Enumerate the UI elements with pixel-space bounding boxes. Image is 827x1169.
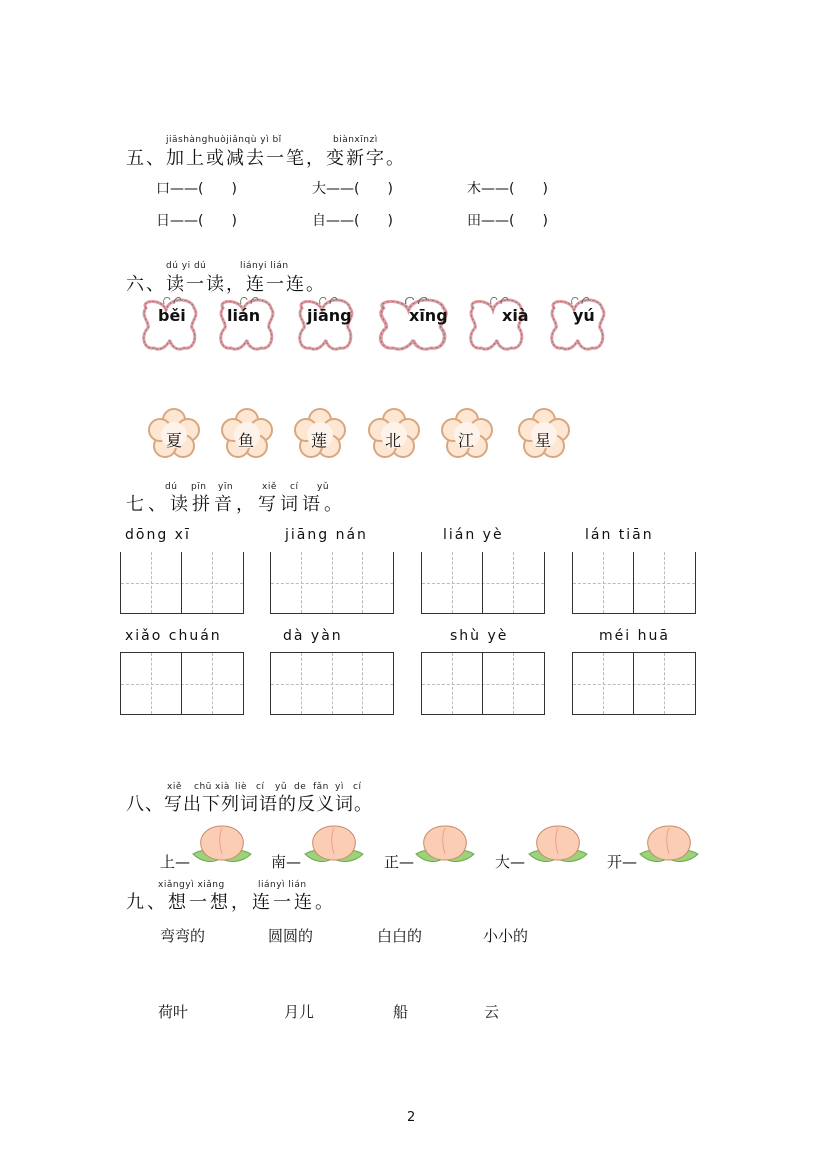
pinyin-word: lán tiān <box>585 527 654 543</box>
s8-pinyin: chū <box>194 782 212 792</box>
butterfly-label[interactable]: xià <box>502 306 529 325</box>
s8-pinyin: cí <box>353 782 362 792</box>
pinyin-word: méi huā <box>599 628 670 644</box>
s9-top-item[interactable]: 白白的 <box>377 927 423 945</box>
s5-pinyin-2: biànxīnzì <box>333 135 378 145</box>
s5-heading: 五、加上或减去一笔，变新字。 <box>126 148 406 169</box>
peach-icon <box>529 826 587 861</box>
s8-heading: 八、写出下列词语的反义词。 <box>126 794 373 815</box>
peach-icon <box>193 826 251 861</box>
s5-item: 自——( ) <box>312 213 393 229</box>
flower-label[interactable]: 北 <box>385 431 402 450</box>
s7-heading: 七、读拼音，写词语。 <box>126 494 346 515</box>
pinyin-word: dōng xī <box>125 527 191 543</box>
butterfly-label[interactable]: běi <box>158 306 186 325</box>
s8-pinyin: fǎn <box>313 782 329 792</box>
pinyin-word: dà yàn <box>283 628 343 644</box>
antonym-item: 大— <box>495 853 526 871</box>
s8-pinyin: yǔ <box>275 782 288 792</box>
flower-label[interactable]: 星 <box>535 431 552 450</box>
s9-bottom-item[interactable]: 荷叶 <box>158 1003 189 1021</box>
s8-pinyin: xiě <box>167 782 182 792</box>
pinyin-word: lián yè <box>443 527 504 543</box>
flower-label[interactable]: 鱼 <box>238 431 255 450</box>
page-number: 2 <box>407 1110 416 1125</box>
butterfly-label[interactable]: xīng <box>409 306 448 325</box>
s9-bottom-item[interactable]: 船 <box>393 1003 409 1021</box>
s8-pinyin: yì <box>335 782 344 792</box>
antonym-item: 开— <box>607 853 638 871</box>
s8-pinyin: de <box>294 782 307 792</box>
s7-pinyin: dú <box>165 482 178 492</box>
s8-pinyin: liè <box>235 782 248 792</box>
peach-icon <box>305 826 363 861</box>
s9-top-item[interactable]: 小小的 <box>483 927 529 945</box>
butterfly-label[interactable]: yú <box>573 306 595 325</box>
peach-icon <box>640 826 698 861</box>
s7-pinyin: yǔ <box>317 482 330 492</box>
pinyin-word: jiāng nán <box>285 527 368 543</box>
flower-label[interactable]: 江 <box>458 431 475 450</box>
s9-heading: 九、想一想，连一连。 <box>126 892 336 913</box>
s6-pinyin-1: dú yi dú <box>166 261 207 271</box>
s5-item: 田——( ) <box>467 213 548 229</box>
s5-pinyin-1: jiāshànghuòjiǎnqù yì bǐ <box>166 135 282 145</box>
antonym-item: 南— <box>271 853 302 871</box>
s9-top-item[interactable]: 圆圆的 <box>268 927 314 945</box>
butterfly-label[interactable]: lián <box>227 306 261 325</box>
s5-item: 口——( ) <box>156 181 237 197</box>
s7-pinyin: xiě <box>262 482 277 492</box>
butterfly-label[interactable]: jiāng <box>307 306 352 325</box>
s5-item: 日——( ) <box>156 213 237 229</box>
s8-pinyin: xià <box>215 782 230 792</box>
s9-pinyin-2: liányì lián <box>258 880 307 890</box>
antonym-item: 上— <box>160 853 191 871</box>
s7-pinyin: yīn <box>218 482 234 492</box>
pinyin-word: shù yè <box>450 628 509 644</box>
s9-pinyin-1: xiǎngyì xiǎng <box>158 880 225 890</box>
peach-icon <box>416 826 474 861</box>
s9-bottom-item[interactable]: 云 <box>484 1003 500 1021</box>
flower-label[interactable]: 夏 <box>166 431 183 450</box>
s8-pinyin: cí <box>256 782 265 792</box>
s5-item: 大——( ) <box>312 181 393 197</box>
pinyin-word: xiǎo chuán <box>125 628 222 644</box>
flower-label[interactable]: 莲 <box>311 431 328 450</box>
s5-item: 木——( ) <box>467 181 548 197</box>
s6-heading: 六、读一读，连一连。 <box>126 274 326 295</box>
s6-pinyin-2: liányi lián <box>240 261 289 271</box>
s7-pinyin: pīn <box>191 482 207 492</box>
s9-top-item[interactable]: 弯弯的 <box>160 927 206 945</box>
s9-bottom-item[interactable]: 月儿 <box>284 1003 315 1021</box>
s7-pinyin: cí <box>290 482 299 492</box>
antonym-item: 正— <box>384 853 415 871</box>
